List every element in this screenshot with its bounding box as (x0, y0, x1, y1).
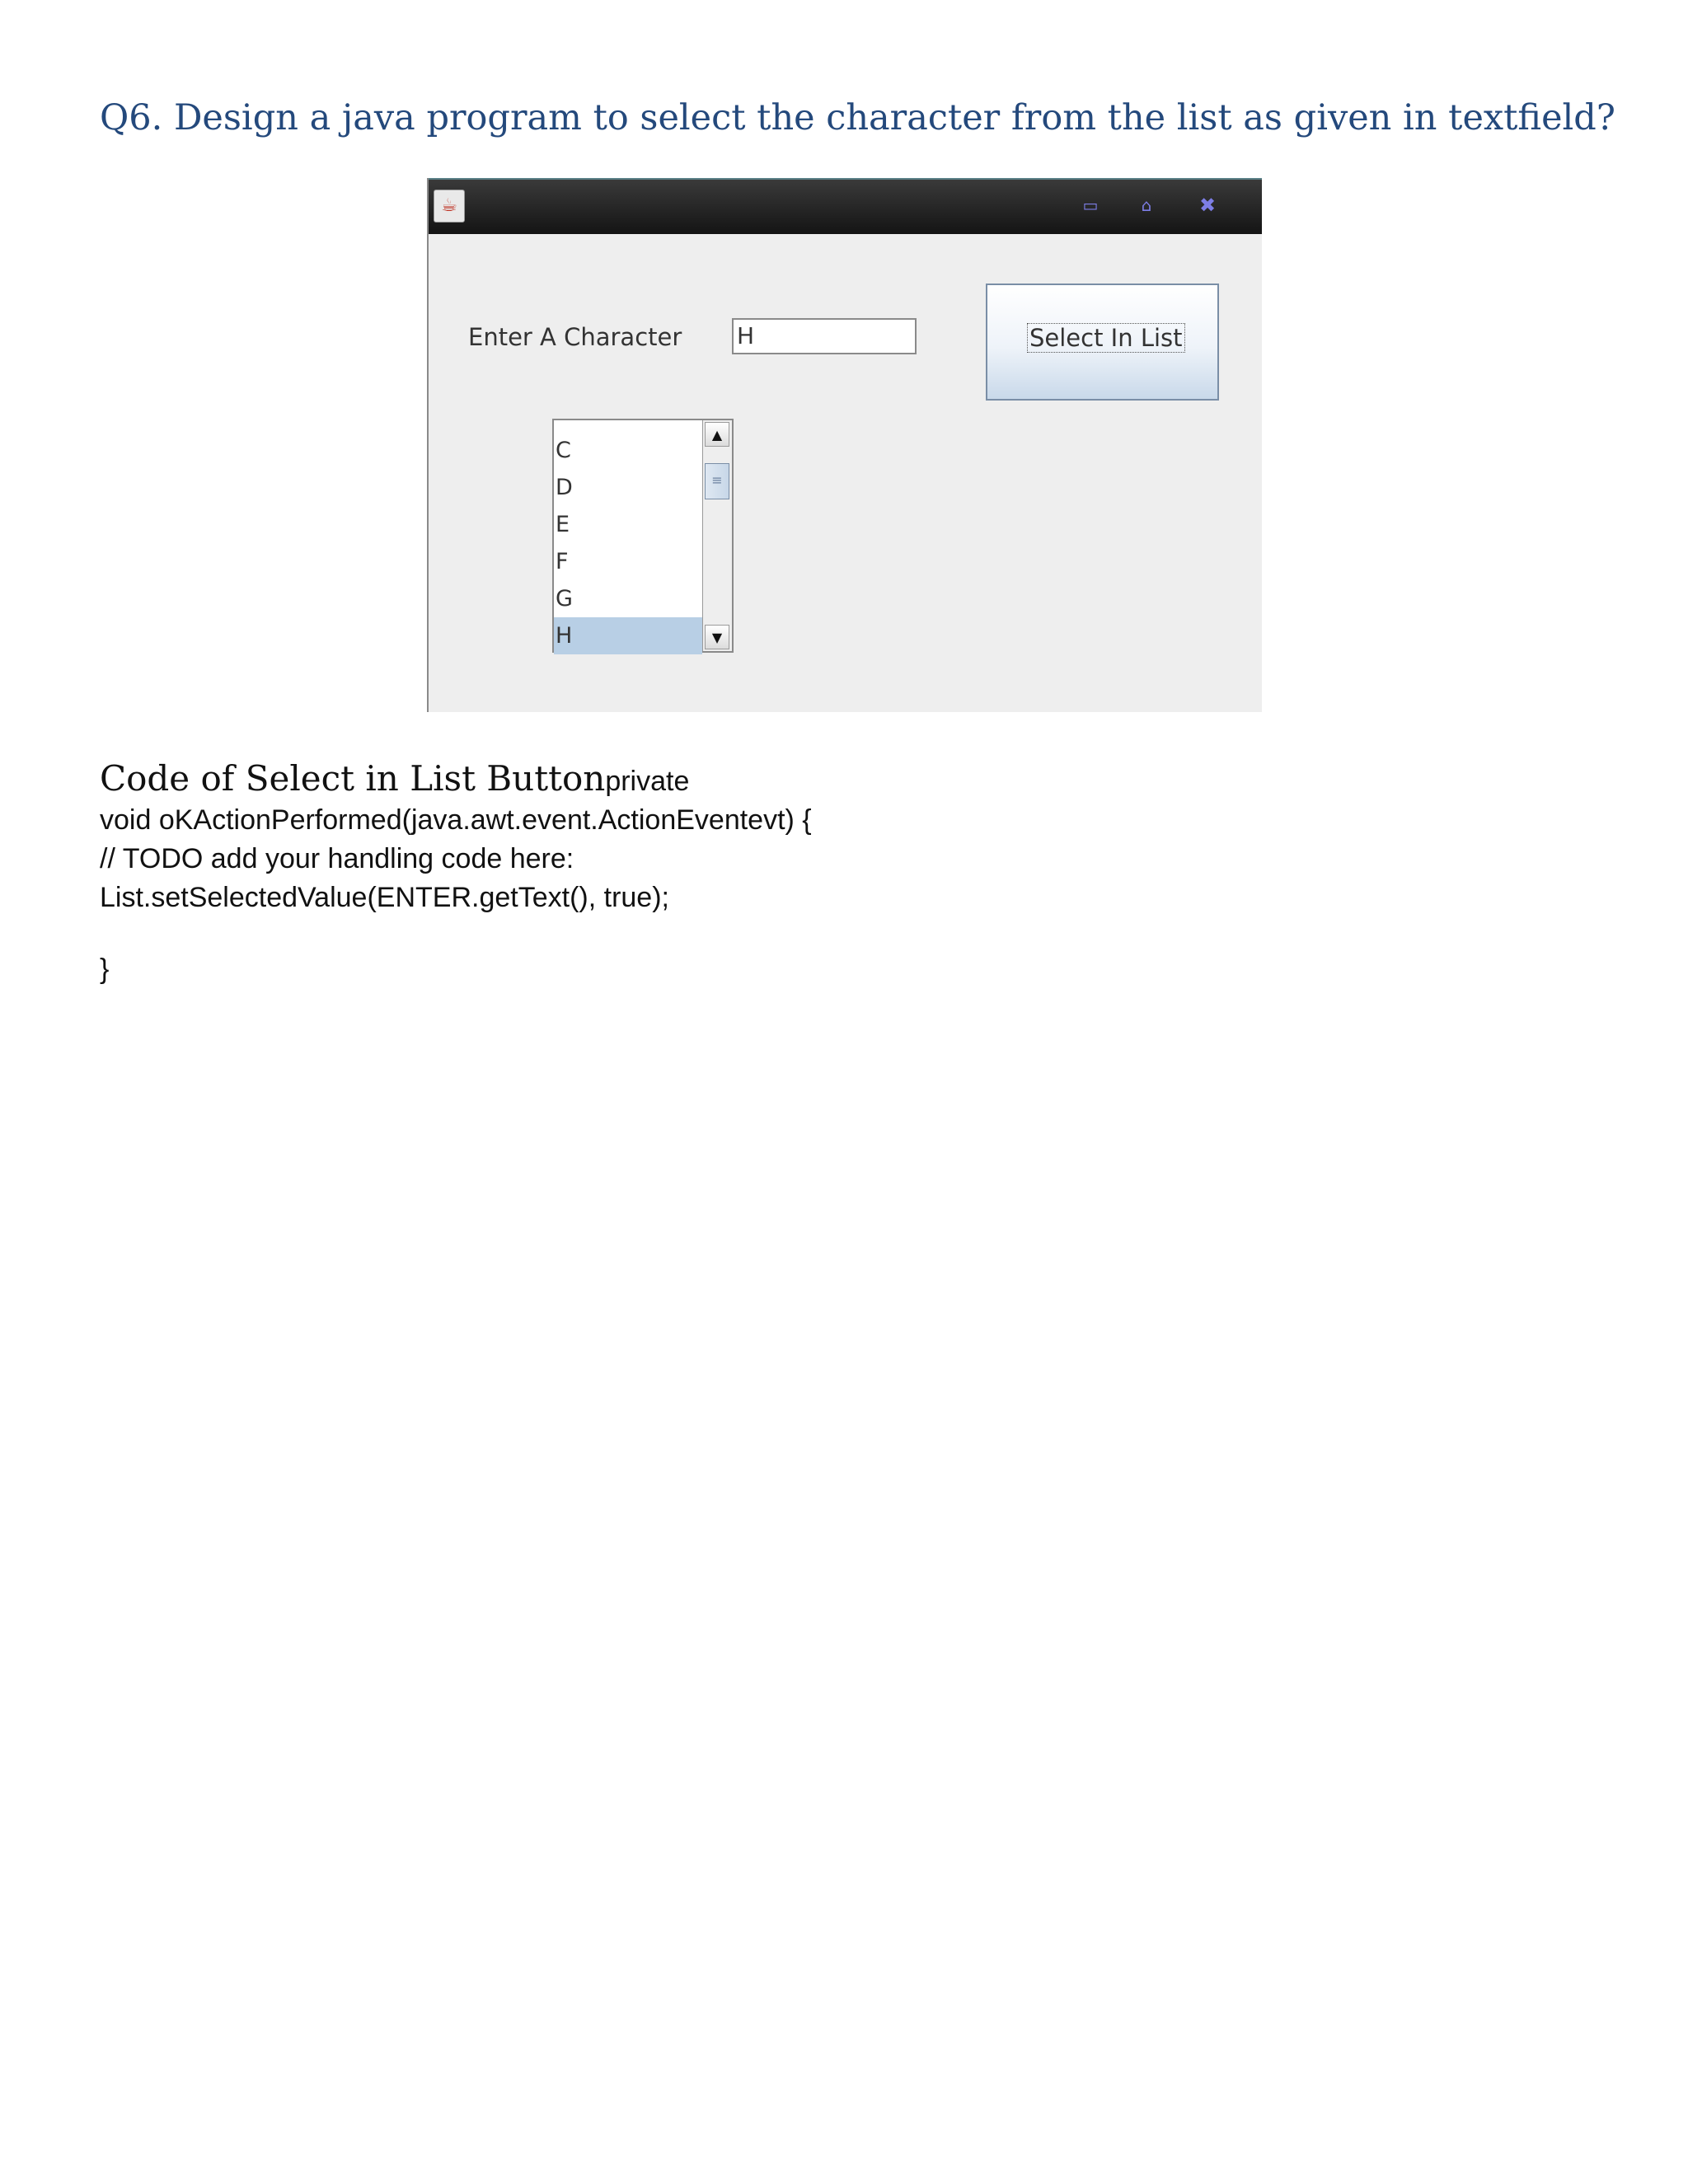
code-heading (100, 758, 689, 799)
list-item[interactable]: F (556, 549, 569, 574)
list-item[interactable]: E (556, 512, 570, 537)
enter-character-label: Enter A Character (468, 323, 682, 351)
list-scrollbar[interactable] (702, 420, 732, 651)
list-items (554, 432, 702, 654)
scroll-up-icon[interactable]: ▲ (705, 422, 729, 447)
list-item[interactable]: G (556, 586, 573, 612)
maximize-icon[interactable]: ⌂ (1141, 195, 1152, 215)
java-cup-icon: ☕ (434, 190, 465, 223)
character-list[interactable] (552, 419, 734, 653)
close-icon[interactable]: ✖ (1198, 194, 1217, 217)
select-in-list-button[interactable] (986, 284, 1219, 401)
list-item[interactable]: H (554, 617, 702, 654)
window-titlebar (429, 178, 1262, 234)
character-input[interactable]: H (732, 318, 917, 354)
list-item[interactable]: D (556, 475, 573, 500)
minimize-icon[interactable]: ▭ (1082, 195, 1099, 215)
scroll-thumb[interactable]: ≡ (705, 463, 729, 499)
list-item[interactable]: C (556, 438, 571, 463)
question-heading: Q6. Design a java program to select the character from the list as given in textfield? (100, 97, 1615, 138)
select-in-list-label: Select In List (1027, 323, 1185, 353)
code-line: List.setSelectedValue(ENTER.getText(), true); (100, 882, 669, 913)
code-heading-title: Code of Select in List Button (100, 758, 606, 799)
code-line: void oKActionPerformed(java.awt.event.ActionEventevt) { (100, 804, 812, 836)
java-app-window-screenshot (427, 178, 1262, 712)
code-line: } (100, 954, 110, 985)
code-line: // TODO add your handling code here: (100, 843, 574, 874)
scroll-down-icon[interactable]: ▼ (705, 625, 729, 649)
code-heading-private: private (605, 766, 690, 797)
